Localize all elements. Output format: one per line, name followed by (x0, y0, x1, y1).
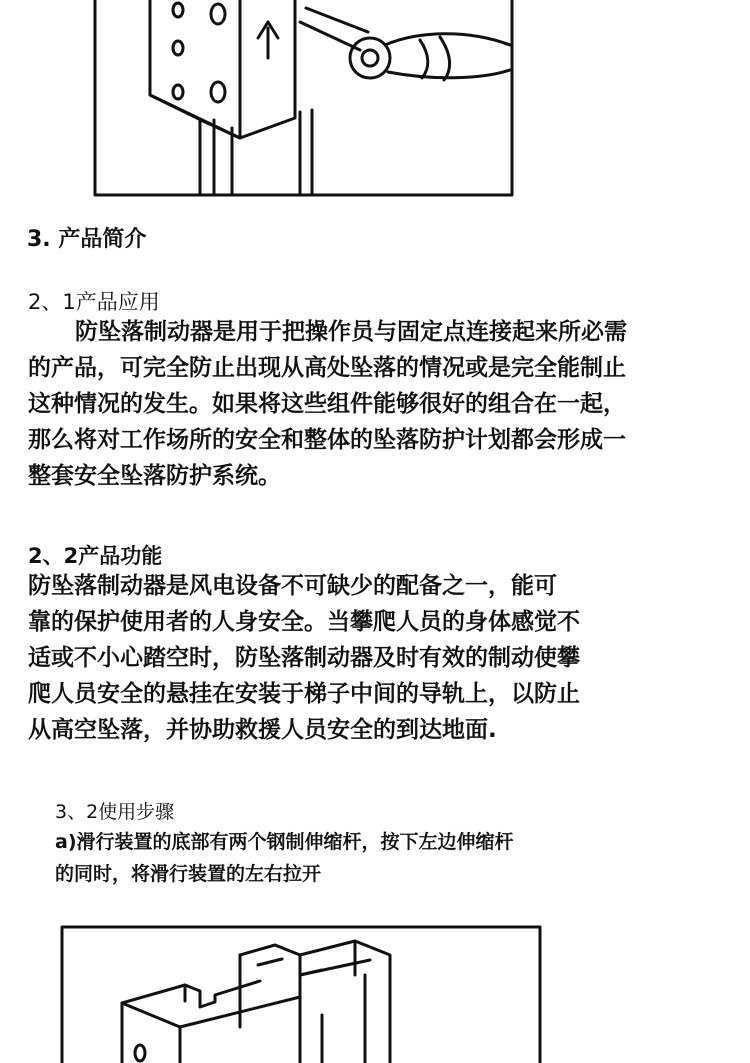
paragraph-line: 适或不小心踏空时，防坠落制动器及时有效的制动使攀 (28, 645, 580, 671)
sliding-device-illustration (0, 915, 750, 1063)
paragraph-line: 这种情况的发生。如果将这些组件能够很好的组合在一起， (28, 391, 626, 417)
usage-steps-text (55, 826, 514, 890)
subsection-heading-application: 2、1产品应用 (28, 290, 160, 314)
usage-steps-heading: 3、2使用步骤 (55, 801, 175, 823)
paragraph-line: 爬人员安全的悬挂在安装于梯子中间的导轨上，以防止 (28, 681, 580, 707)
paragraph-line: 那么将对工作场所的安全和整体的坠落防护计划都会形成一 (28, 427, 626, 453)
step-line: 的同时，将滑行装置的左右拉开 (55, 863, 322, 885)
function-paragraph (28, 568, 580, 748)
subsection-heading-function: 2、2产品功能 (28, 544, 163, 568)
application-paragraph (28, 314, 627, 494)
paragraph-line: 靠的保护使用者的人身安全。当攀爬人员的身体感觉不 (28, 609, 580, 635)
paragraph-line: 防坠落制动器是风电设备不可缺少的配备之一，能可 (28, 573, 557, 599)
paragraph-line: 防坠落制动器是用于把操作员与固定点连接起来所必需 (75, 319, 627, 345)
arrester-illustration-top (0, 0, 750, 210)
paragraph-line: 整套安全坠落防护系统。 (28, 463, 281, 489)
section-title: 3. 产品简介 (27, 227, 147, 252)
paragraph-line: 从高空坠落，并协助救援人员安全的到达地面. (28, 717, 497, 743)
paragraph-line: 的产品，可完全防止出现从高处坠落的情况或是完全能制止 (28, 355, 626, 381)
step-line: a)滑行装置的底部有两个钢制伸缩杆，按下左边伸缩杆 (55, 831, 514, 853)
